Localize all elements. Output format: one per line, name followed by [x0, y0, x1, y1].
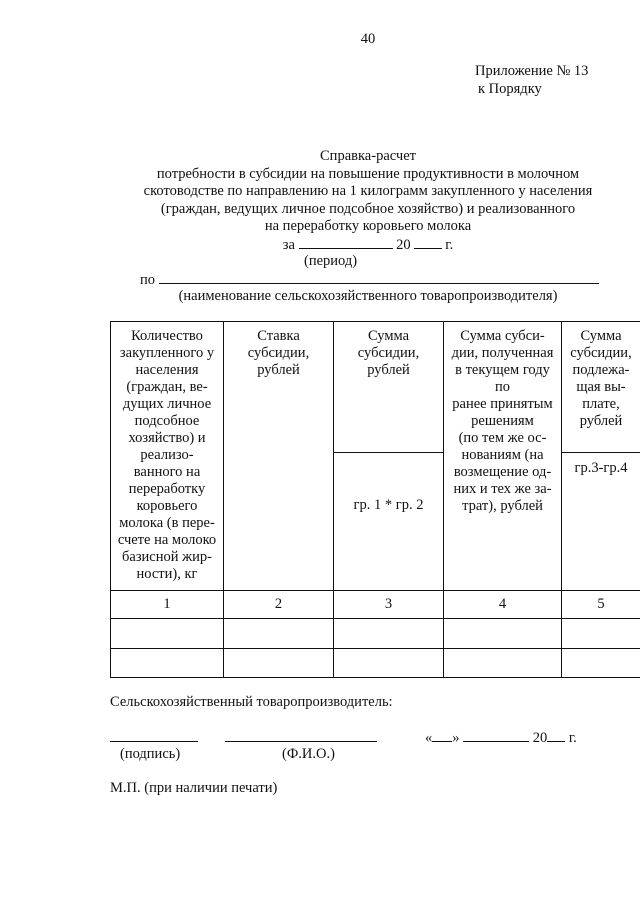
table-row [111, 619, 640, 649]
date-line [425, 728, 577, 747]
signature-line [110, 741, 198, 742]
column-number: 5 [562, 591, 640, 619]
header-quantity: Количество закупленного у населения (граждан, ве- дущих личное подсобное хозяйство) и реализо- ванного на переработку коровьего молока (в пере- счете на молоко базисной жир- ности), кг [111, 322, 224, 591]
subtitle-line-3: (граждан, ведущих личное подсобное хозяйство) и реализованного [160, 201, 576, 217]
table-cell [444, 619, 562, 649]
header-payable: Сумма субсидии, подлежа- щая вы- плате, рублей [562, 322, 640, 453]
column-number: 2 [224, 591, 334, 619]
date-year-prefix: 20 [532, 730, 548, 746]
page-number: 40 [360, 31, 376, 47]
date-month-blank [463, 728, 529, 742]
table-cell [562, 649, 640, 678]
table-cell [562, 619, 640, 649]
header-amount-formula: гр. 1 * гр. 2 [334, 453, 444, 591]
column-number: 4 [444, 591, 562, 619]
table-row [111, 649, 640, 678]
table-cell [111, 619, 224, 649]
header-received: Сумма субси- дии, полученная в текущем году по ранее принятым решениям (по тем же ос- нованиям (на возмещение од- них и тех же за- трат), рублей [444, 322, 562, 591]
period-line [100, 235, 636, 254]
period-year-blank [414, 235, 442, 249]
signature-caption: (подпись) [120, 746, 181, 762]
table-cell [334, 649, 444, 678]
document-title: Справка-расчет [320, 148, 416, 164]
header-payable-formula: гр.3-гр.4 [562, 453, 640, 591]
date-close-quote: » [452, 730, 460, 746]
producer-blank [159, 270, 599, 284]
table-cell [224, 619, 334, 649]
period-caption: (период) [304, 253, 358, 269]
table-header-row-top [111, 322, 640, 453]
period-prefix: за [282, 237, 295, 253]
header-rate: Ставка субсидии, рублей [224, 322, 334, 591]
table-cell [334, 619, 444, 649]
appendix-reference: к Порядку [478, 81, 542, 97]
period-blank [299, 235, 393, 249]
table-cell [444, 649, 562, 678]
fio-line [225, 741, 377, 742]
producer-signature-label: Сельскохозяйственный товаропроизводитель: [110, 694, 393, 710]
table-cell [224, 649, 334, 678]
fio-caption: (Ф.И.О.) [282, 746, 335, 762]
stamp-note: М.П. (при наличии печати) [110, 780, 278, 796]
table-cell [111, 649, 224, 678]
column-number: 1 [111, 591, 224, 619]
date-day-blank [432, 728, 452, 742]
appendix-title: Приложение № 13 [475, 63, 589, 79]
producer-prefix: по [140, 272, 156, 288]
period-suffix: г. [445, 237, 454, 253]
subtitle-line-4: на переработку коровьего молока [264, 218, 472, 234]
column-numbers-row [111, 591, 640, 619]
producer-line [140, 270, 599, 289]
date-suffix: г. [568, 730, 577, 746]
calculation-table [110, 321, 640, 678]
period-year-prefix: 20 [396, 237, 411, 253]
header-amount: Сумма субсидии, рублей [334, 322, 444, 453]
date-open-quote: « [425, 730, 433, 746]
subtitle-line-1: потребности в субсидии на повышение продуктивности в молочном [156, 166, 580, 182]
date-year-blank [547, 728, 565, 742]
producer-caption: (наименование сельскохозяйственного товаропроизводителя) [178, 288, 558, 304]
subtitle-line-2: скотоводстве по направлению на 1 килограмм закупленного у населения [143, 183, 593, 199]
column-number: 3 [334, 591, 444, 619]
